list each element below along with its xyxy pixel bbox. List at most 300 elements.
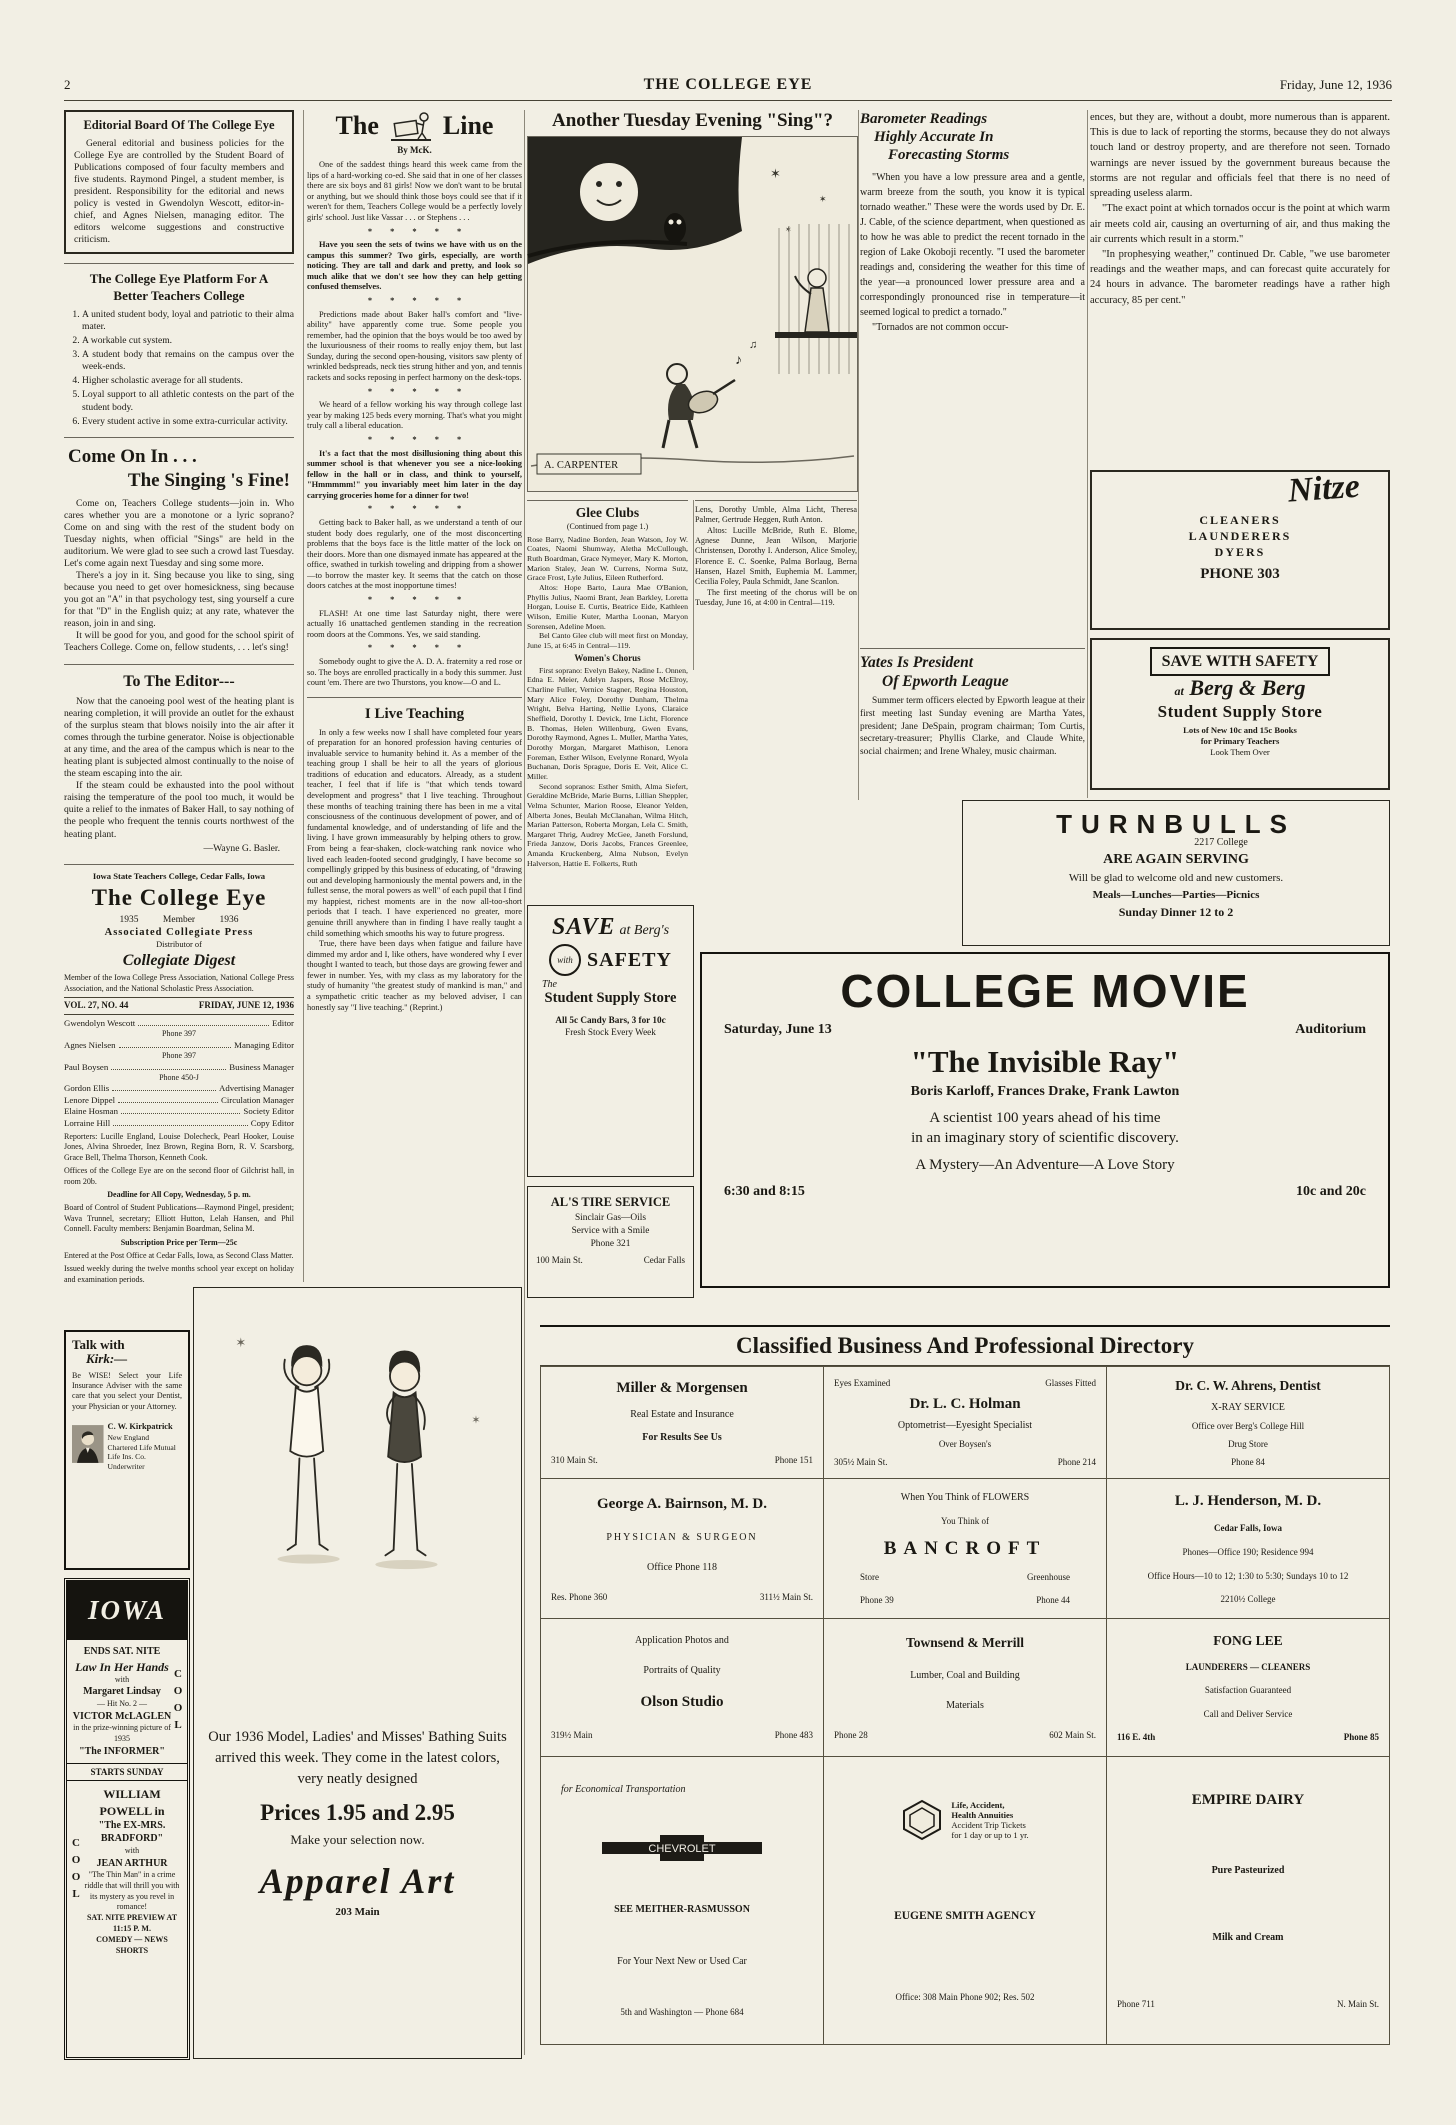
article-title xyxy=(64,271,294,304)
staff-phone: Phone 397 xyxy=(162,1029,196,1039)
dot-leader xyxy=(113,1119,248,1126)
issue-date: Friday, June 12, 1936 xyxy=(1279,77,1393,92)
business-name: Miller & Morgensen xyxy=(616,1380,748,1396)
sing-cartoon-illustration xyxy=(527,136,858,492)
names-paragraph: Lens, Dorothy Umble, Alma Licht, Theresa Palmer, Gertrude Heggen, Ruth Anton. xyxy=(695,505,857,525)
ad-line: DYERS xyxy=(1214,545,1266,560)
phone: Phone 28 xyxy=(834,1729,868,1740)
card-line: Glasses Fitted xyxy=(1045,1377,1096,1388)
star-separator: * * * * * xyxy=(367,226,462,236)
card-line: Portraits of Quality xyxy=(643,1664,721,1676)
right-column xyxy=(1090,110,1390,802)
emblem-safety: SAFETY xyxy=(587,948,672,971)
staff-name: Lenore Dippel xyxy=(64,1094,116,1105)
names-paragraph: Rose Barry, Nadine Borden, Jean Watson, Joy W. Coates, Naomi Shumway, Aletha McCullough, Ruth Boardman, Grace Nymeyer, Mary K. Morton, Marion Staley, Jean W. Currens, Norma Sutz, Grace Frost, Lyle Julius, Eileen Rutherford. xyxy=(527,534,688,583)
show-date: Saturday, June 13 xyxy=(724,1022,832,1037)
ad-word-the: The xyxy=(542,979,557,990)
business-name: L. J. Henderson, M. D. xyxy=(1174,1492,1322,1509)
ad-line: SAT. NITE PREVIEW AT 11:15 P. M. xyxy=(86,1913,178,1934)
paragraph: "Tornados are not common occur- xyxy=(872,322,1009,333)
star-separator: * * * * * xyxy=(367,504,462,514)
film-title: Law In Her Hands xyxy=(75,1659,169,1674)
byline: By McK. xyxy=(397,144,432,155)
star-separator: * * * * * xyxy=(367,643,462,653)
article-title xyxy=(527,500,688,532)
directory-card-chevrolet xyxy=(541,1757,824,2045)
staff-name: Gwendolyn Wescott xyxy=(64,1017,136,1028)
business-name: Dr. L. C. Holman xyxy=(909,1395,1021,1412)
price-line: Prices 1.95 and 2.95 xyxy=(260,1800,455,1826)
phone: Phone 151 xyxy=(774,1455,813,1465)
platform-title-line2: Better Teachers College xyxy=(113,287,245,303)
address: 116 E. 4th xyxy=(1117,1732,1156,1743)
page-number: 2 xyxy=(64,77,71,92)
paragraph: In only a few weeks now I shall have completed four years of preparation for an honored profession having centuries of invaluable service to humanity behind it. As a member of the teaching group I shall be heir to all the years of glorious traditions of education and educators. Already, as a student teacher, I feel that if life is "that which tends toward development and progress" that I live teaching. Throughout these months of teaching training there has been in me a vital consciousness of the continuous development of power, and of fundamental knowledge, and of understanding of life and the living. I have grown immeasurably by helping others to grow. From being a fear-shaken, clock-watching rank novice who lived each leaden-footed second grudgingly, I have become so compellingly gripped by this business of educating, of "drawing out and developing harmoniously the mental powers and, in the fullest sense, the moral powers as well" of each pupil that I find my happiest, richest moments are in the now all-too-short periods that I teach. I have experienced no greater, more genuine thrill anywhere than in finding I have really taught a child something which smooths his way to future progress. xyxy=(307,727,522,938)
card-line: Accident Trip Tickets xyxy=(951,1819,1026,1830)
paragraph: If the steam could be exhausted into the pool without raising the temperature of the pool too much, it would be quite a relief to the inmates of Baker Hall, to say nothing of the people who frequent the tennis courts northwest of the heating plant. xyxy=(64,780,294,840)
star-separator: * * * * * xyxy=(367,595,462,605)
ad-line: STARTS SUNDAY xyxy=(67,1764,187,1781)
business-name: George A. Bairnson, M. D. xyxy=(597,1495,767,1512)
directory-card-henderson xyxy=(1107,1479,1390,1619)
star-name: Margaret Lindsay xyxy=(83,1686,161,1698)
bergs-candy-ad xyxy=(527,905,694,1177)
business-name: TURNBULLS xyxy=(1056,809,1296,839)
coming-soon-block xyxy=(67,1781,187,1961)
collegiate-digest-logo: Collegiate Digest xyxy=(122,951,236,969)
svg-text:CHEVROLET: CHEVROLET xyxy=(648,1843,716,1856)
phone: Phone 39 xyxy=(860,1594,894,1605)
ad-line: LAUNDERERS xyxy=(1188,529,1292,544)
staff-row xyxy=(64,1118,294,1129)
editorial-board-article xyxy=(64,110,294,254)
staff-row xyxy=(64,1095,294,1106)
staff-role: Editor xyxy=(272,1017,294,1028)
directory-card-bairnson xyxy=(541,1479,824,1619)
card-line: X-RAY SERVICE xyxy=(1211,1402,1285,1413)
card-line: Pure Pasteurized xyxy=(1211,1865,1285,1876)
masthead-logo: The College Eye xyxy=(91,884,267,910)
platform-item: 1. A united student body, loyal and patriotic to their alma mater. xyxy=(82,309,294,333)
phone-line: Phone 321 xyxy=(590,1238,631,1249)
phone: Phone 711 xyxy=(1117,1999,1155,2009)
card-line: When You Think of FLOWERS xyxy=(900,1492,1030,1504)
names-paragraph: First soprano: Evelyn Bakey, Nadine L. Onnen, Edna E. Meier, Adelyn Jaspers, Rose McElroy, Charline Fuller, Vernice Stagner, Regina Houston, Mary Alice Foley, Dorothy Dunham, Thelma Wright, Belva Harting, Nellie Lyons, Claraice Sheffield, Dorothy I. Devick, Irne Licht, Florence B. Thomas, Helen Willenburg, Gwen Evans, Dorothy Raymond, Agnes L. Muller, Martha Yates, Dorothy Morgan, Margaret Mathison, Lenora Foreman, Esther Wilson, Evelynne Ronard, Wyola Buchanan, Doris Sprague, Doris E. Veit, Alice C. Miller. xyxy=(527,665,688,781)
title-line1: Yates Is President xyxy=(860,654,974,671)
line-title-line: Line xyxy=(442,111,494,140)
paragraph: The first meeting of the chorus will be on Tuesday, June 16, at 4:00 in Central—119. xyxy=(695,587,857,607)
paragraph: Have you seen the sets of twins we have with us on the campus this summer? Two girls, especially, are worth noticing. They are tall and dark and pretty, and look so much alike that we don't see how they can help getting confused themselves. xyxy=(307,240,522,292)
directory-title: Classified Business And Professional Directory xyxy=(540,1325,1390,1366)
ad-line: Chartered Life Mutual Life Ins. Co. xyxy=(107,1442,176,1462)
als-tire-ad xyxy=(527,1186,694,1298)
card-line: Greenhouse xyxy=(1027,1572,1070,1583)
ad-line: Sinclair Gas—Oils xyxy=(574,1212,647,1223)
address: 100 Main St. xyxy=(536,1254,583,1265)
card-line: for 1 day or up to 1 yr. xyxy=(951,1829,1029,1840)
staff-name: Gordon Ellis xyxy=(64,1083,110,1094)
feature-title: Another Tuesday Evening "Sing"? xyxy=(551,110,834,131)
staff-row xyxy=(64,1018,294,1029)
member-line: 1935 Member 1936 xyxy=(119,914,239,925)
ad-banner: SAVE WITH SAFETY xyxy=(1150,647,1331,676)
store-name: Apparel Art xyxy=(259,1861,456,1902)
barometer-article xyxy=(860,110,1085,646)
article-title-line1: Come On In . . . xyxy=(68,445,197,467)
paragraph: There's a joy in it. Sing because you like to sing, sing because you need to get over homesickness, sing because you got an "A" in that psychology test, sing yourself a cure for that "D" in the English quiz; at any rate, whatever the reason, join in and sing. xyxy=(64,570,294,630)
i-live-teaching-article xyxy=(307,697,522,1014)
card-line: Eyes Examined xyxy=(834,1377,891,1388)
star-name: JEAN ARTHUR xyxy=(96,1857,168,1869)
svg-text:♫: ♫ xyxy=(749,339,758,351)
card-line: Health Annuities xyxy=(951,1809,1014,1820)
ad-line: Meals—Lunches—Parties—Picnics xyxy=(1092,889,1260,901)
line-column-header xyxy=(307,110,522,143)
article-title: To The Editor--- xyxy=(123,672,235,690)
article-title xyxy=(860,654,1085,691)
address: Office: 308 Main Phone 902; Res. 502 xyxy=(895,1992,1035,2003)
ad-line: with xyxy=(114,1674,130,1684)
paragraph: Come on, Teachers College students—join in. Who cares whether you are a monotone or a lyric soprano? Come on and sing with the rest of the student body on Tuesday nights, when official "Sings" are held in the auditorium. We were glad to see such a crowd last Tuesday. Let's come again next Tuesday and sing some more. xyxy=(64,497,294,569)
business-name: Olson Studio xyxy=(640,1694,724,1711)
paragraph: We heard of a fellow working his way through college last year by making 125 beds every morning. That's what you might truly call a liberal education. xyxy=(307,400,522,431)
directory-card-fong-lee xyxy=(1107,1619,1390,1757)
ad-line: — Hit No. 2 — xyxy=(97,1698,147,1708)
card-line: Materials xyxy=(946,1699,984,1711)
card-line: Real Estate and Insurance xyxy=(630,1409,734,1420)
aetna-logo xyxy=(901,1799,943,1841)
paragraph: Predictions made about Baker hall's comfort and "live-ability" have apparently come true. Some people you remember, had the opinion that the boys would be too awed by the luxuriousness of their rooms to really enjoy them, but last Sunday, during the second open-housing, visitors saw plenty of wrinkled bedspreads, neck ties strung hither and yon, and tennis rackets and socks reposing in perfect harmony on the desk-tops. xyxy=(307,309,522,383)
emblem-at-bergs: at Berg's xyxy=(619,923,670,938)
svg-text:✶: ✶ xyxy=(235,1335,247,1350)
title-line1: Barometer Readings xyxy=(860,111,988,127)
paragraph: "When you have a low pressure area and a gentle, warm breeze from the south, you know it is typical tornado weather." These were the words used by Dr. E. J. Cable, of the science department, when questioned as to how he was able to predict the recent tornado in the region of Lake Okoboji recently. "I used the barometer readings and, considering the weather for this time of the year—a pronounced lower pressure area and a correspondingly pronounced rise in temperature—it seemed logical to predict a tornado." xyxy=(860,172,1085,318)
now-showing-block xyxy=(67,1640,187,1764)
volume-bar xyxy=(64,998,294,1015)
column-rule xyxy=(858,110,859,800)
paragraph: "In prophesying weather," continued Dr. Cable, "we use barometer readings and the weather maps, and can forecast quite accurately for 24 hours in advance. The barometer readings have a rather high accuracy, 85 per cent." xyxy=(1090,248,1390,306)
staff-row xyxy=(64,1083,294,1094)
bergs-save-emblem xyxy=(534,914,687,976)
column-rule xyxy=(524,110,525,2055)
ad-line: Make your selection now. xyxy=(290,1832,425,1848)
directory-card-eugene-smith xyxy=(824,1757,1107,2045)
address: 602 Main St. xyxy=(1049,1729,1096,1740)
star-separator: * * * * * xyxy=(367,296,462,306)
business-name: EUGENE SMITH AGENCY xyxy=(894,1910,1036,1923)
phone-line: PHONE 303 xyxy=(1200,565,1280,582)
ad-line: ARE AGAIN SERVING xyxy=(1103,852,1249,867)
article-body: Summer term officers elected by Epworth league at their first meeting last Sunday evening are Martha Yates, president; Jane DeSpain, program chairman; Tom Curtis, secretary-treasurer; Phyllis Clarke, and Claude White, social chairmen; and Irene Whaley, music chairman. xyxy=(860,696,1085,757)
barometer-continuation xyxy=(1090,110,1390,470)
phone: Phone 84 xyxy=(1231,1457,1265,1467)
header-rule xyxy=(64,100,1392,101)
platform-item: 5. Loyal support to all athletic contests on the part of the student body. xyxy=(82,389,294,413)
names-paragraph: Second sopranos: Esther Smith, Alma Siefert, Geraldine McBride, Marie Burns, Lillian Sheppler, Velma Schunter, Marion Roose, Eleanor Yelden, Alberta Jones, Beulah McClanahan, Wilma Hitch, Marian Patterson, Roberta Morgan, Lela C. Smith, Margaret Thrig, Audrey McGee, Janeth Forslund, Frieda Janzow, Doris Jacobs, Frances Greenlee, Amanda Kruckenberg, Alma Nubson, Evelyn Halverson, Hattie E. Folkerts, Ruth xyxy=(527,781,688,868)
badge-text: with xyxy=(557,955,573,965)
nitze-cleaners-ad xyxy=(1090,467,1390,630)
kirkpatrick-photo xyxy=(72,1416,104,1472)
business-name: BANCROFT xyxy=(883,1537,1047,1559)
nitze-logo: Nitze xyxy=(1286,467,1361,510)
issued-line: Issued weekly during the twelve months school year except on holiday and examination periods. xyxy=(64,1264,294,1284)
address: 305½ Main St. xyxy=(834,1457,888,1468)
masthead-block xyxy=(64,864,294,1285)
city: Cedar Falls xyxy=(643,1254,685,1265)
title-line3: Forecasting Storms xyxy=(888,147,1010,163)
ad-line: Service with a Smile xyxy=(571,1225,650,1236)
film-title: "The Invisible Ray" xyxy=(910,1044,1180,1079)
staff-name: Agnes Nielsen xyxy=(64,1039,116,1050)
platform-item: 2. A workable cut system. xyxy=(82,335,294,347)
yates-article xyxy=(860,648,1085,800)
article-title-line2: The Singing 's Fine! xyxy=(127,469,290,491)
berg-and-berg-ad xyxy=(1090,638,1390,790)
newspaper-title: THE COLLEGE EYE xyxy=(643,76,813,93)
platform-item: 4. Higher scholastic average for all students. xyxy=(82,375,294,387)
star-name: POWELL in xyxy=(99,1803,165,1818)
card-line: Call and Deliver Service xyxy=(1203,1708,1293,1719)
directory-card-townsend xyxy=(824,1619,1107,1757)
iowa-theatre-logo: IOWA xyxy=(67,1581,187,1640)
volume-number: VOL. 27, NO. 44 xyxy=(64,1000,129,1011)
card-line: Life, Accident, xyxy=(951,1799,1005,1810)
staff-name: Elaine Hosman xyxy=(64,1106,118,1117)
staff-role: Society Editor xyxy=(243,1106,294,1117)
article-body: General editorial and business policies for the College Eye are controlled by the Student Board of Publications composed of four faculty members and five students. Raymond Pingel, a student member, is president. Responsibility for the editorial and news policy is vested in Gwendolyn Wescott, editor-in-chief, and Agnes Nielsen, managing editor. The editors welcome suggestions and constructive criticism. xyxy=(74,137,284,246)
page-header xyxy=(64,76,1392,94)
film-title: "The EX-MRS. BRADFORD" xyxy=(98,1819,166,1845)
card-line: Office Hours—10 to 12; 1:30 to 5:30; Sundays 10 to 12 xyxy=(1147,1570,1349,1581)
svg-text:✶: ✶ xyxy=(819,194,827,204)
venue: Auditorium xyxy=(1295,1022,1366,1037)
emblem-save: SAVE xyxy=(551,914,616,940)
section-subtitle: Women's Chorus xyxy=(574,652,641,663)
come-on-in-article xyxy=(64,437,294,655)
business-name: AL'S TIRE SERVICE xyxy=(550,1195,671,1209)
entered-line: Entered at the Post Office at Cedar Falls, Iowa, as Second Class Matter. xyxy=(64,1250,294,1260)
college-movie-ad xyxy=(700,952,1390,1288)
paragraph: It's a fact that the most disillusioning thing about this summer school is that whenever you see a nice-looking fellow in the hall or in class, and think to yourself, "Hmmmmm!" you invariably meet him later in the day carrying groceries home for a dinner for two! xyxy=(307,448,522,500)
agent-name: C. W. Kirkpatrick xyxy=(107,1421,173,1431)
card-line: PHYSICIAN & SURGEON xyxy=(606,1531,758,1543)
phone: Res. Phone 360 xyxy=(551,1591,608,1602)
to-the-editor-article xyxy=(64,664,294,855)
store-name: Student Supply Store xyxy=(1157,702,1323,722)
college-line: Iowa State Teachers College, Cedar Falls, Iowa xyxy=(92,870,266,881)
bathing-suits-illustration xyxy=(208,1296,507,1716)
paragraph: ences, but they are, without a doubt, more numerous than is apparent. This is due to lack of reporting the storms, because they do not always touch land or destroy property, and are therefore not seen. Tornado warnings are never issued by the government bureaus because the storms are not regular and officials feel that there is no need of spreading useless alarm. xyxy=(1090,112,1390,200)
with-badge xyxy=(549,944,581,976)
staff-name: Paul Boysen xyxy=(64,1061,109,1072)
phone: Phones—Office 190; Residence 994 xyxy=(1182,1546,1314,1557)
star-separator: * * * * * xyxy=(367,434,462,444)
address: 310 Main St. xyxy=(551,1455,598,1465)
chevrolet-tagline: for Economical Transportation xyxy=(561,1784,686,1796)
ad-body: Our 1936 Model, Ladies' and Misses' Bathing Suits arrived this week. They come in the latest colors, very neatly designed xyxy=(208,1729,507,1788)
dot-leader xyxy=(112,1084,216,1091)
staff-role: Managing Editor xyxy=(234,1039,294,1050)
reporters-line: Reporters: Lucille England, Louise Dolecheck, Pearl Hooker, Louise Jones, Alvina Shroeder, Inez Brown, Regina Born, R. V. Scarsborg, Grace Bell, Thelma Thorson, Kenneth Cook. xyxy=(64,1132,294,1162)
title-line2: Of Epworth League xyxy=(882,672,1009,690)
cartoon-signature: A. CARPENTER xyxy=(544,460,619,471)
card-line: Over Boysen's xyxy=(938,1439,992,1450)
phone: Phone 214 xyxy=(1057,1457,1096,1468)
paragraph: True, there have been days when fatigue and failure have dimmed my ardor and I, like others, have wondered why I ever thought I wanted to teach, but those days are growing fewer and fewer in number. Yes, with my class as my laboratory for the study of humanity "the greatest study of mankind is man," and a sympathetic critic teacher as my beloved adviser, I can honestly say "I live teaching." (Reprint.) xyxy=(307,939,522,1012)
staff-row xyxy=(64,1062,294,1073)
names-paragraph: Altos: Lucille McBride, Ruth E. Blome, Agnese Dunne, Jean Wilson, Marjorie Christensen, Dorothy I. Anderson, Alice Smoley, Florence E. C. Soenke, Palma Borlaug, Berna Hansen, Hazel Smith, Euphemia M. Lammer, Cecilia Foley, Paula Schmidt, Jane Scanlon. xyxy=(695,525,857,587)
platform-list xyxy=(82,309,294,428)
directory-card-ahrens xyxy=(1107,1367,1390,1479)
ad-line: ENDS SAT. NITE xyxy=(83,1646,161,1657)
platform-article xyxy=(64,263,294,427)
staff-phone: Phone 450-J xyxy=(159,1073,199,1082)
apparel-art-ad xyxy=(193,1287,522,2059)
blurb-line: in an imaginary story of scientific discovery. xyxy=(911,1130,1179,1147)
classified-directory xyxy=(540,1325,1390,2058)
card-line: You Think of xyxy=(941,1515,989,1526)
phone: Phone 44 xyxy=(1036,1594,1070,1605)
business-name: Dr. C. W. Ahrens, Dentist xyxy=(1175,1378,1321,1393)
staff-role: Copy Editor xyxy=(250,1117,294,1128)
issue-date-bar: FRIDAY, JUNE 12, 1936 xyxy=(198,1000,294,1011)
directory-card-holman xyxy=(824,1367,1107,1479)
paragraph: Somebody ought to give the A. D. A. fraternity a red rose or so. The boys are enrolled practically in a body this summer. Just count 'em. There are two Thurstons, you know—O and L. xyxy=(307,656,522,688)
paragraph: Getting back to Baker hall, as we understand a tenth of our student body does regularly, one of the most disconcerting problems that the boys face is the little matter of the lock on their doors. More than one dismayed inmate has appeared at the office, swathed in turkish toweling and dripping from a shower—to borrow the master key. It seems that the catch on those doors catches at the most inopportune times! xyxy=(307,518,522,591)
article-title xyxy=(860,110,1085,164)
ad-line: in the prize-winning picture of 1935 xyxy=(73,1723,171,1744)
kirkpatrick-insurance-ad xyxy=(64,1330,190,1570)
glee-title: Glee Clubs xyxy=(575,505,640,520)
ad-line: "The Thin Man" in a crime riddle that will thrill you with its mystery as you revel in romance! xyxy=(84,1870,180,1912)
signature: —Wayne G. Basler. xyxy=(203,842,280,854)
ad-line: COMEDY — NEWS SHORTS xyxy=(96,1934,168,1955)
card-line: LAUNDERERS — CLEANERS xyxy=(1185,1662,1311,1673)
paragraph: It will be good for you, and good for the school spirit of Teachers College. Come on, fellow students, . . . let's sing! xyxy=(64,630,294,654)
ad-title: COLLEGE MOVIE xyxy=(840,965,1250,1017)
glee-clubs-article xyxy=(527,500,692,903)
subscription-line: Subscription Price per Term—25c xyxy=(120,1237,238,1247)
ad-word-at: at xyxy=(1174,684,1184,699)
business-name: FONG LEE xyxy=(1213,1632,1283,1648)
ad-line: Fresh Stock Every Week xyxy=(565,1027,656,1037)
line-column xyxy=(307,110,522,1282)
distributor-line: Distributor of xyxy=(156,939,202,949)
directory-card-empire-dairy xyxy=(1107,1757,1390,2045)
star-name: WILLIAM xyxy=(103,1787,161,1802)
staff-row xyxy=(64,1106,294,1117)
card-line: Optometrist—Eyesight Specialist xyxy=(897,1420,1033,1432)
svg-text:♪: ♪ xyxy=(735,353,742,368)
paragraph: "The exact point at which tornados occur is the point at which warm air meets cold air, causing an overturning of air, and thus making the air currents which result in a storm." xyxy=(1090,203,1390,245)
staff-row xyxy=(64,1040,294,1051)
address: 5th and Washington — Phone 684 xyxy=(620,2006,744,2017)
address: 319½ Main xyxy=(551,1729,593,1740)
names-paragraph: Altos: Hope Barto, Laura Mae O'Banion, Phyllis Julius, Naomi Brant, Jean Barkley, Loretta Horgan, Louise E. Curtis, Beatrice Eide, Kathleen Wilson, Emilie Kuter, Martha Loonan, Maryon Sorensen, Adeline Moen. xyxy=(527,582,688,631)
deadline-line: Deadline for All Copy, Wednesday, 5 p. m. xyxy=(107,1190,251,1200)
show-times: 6:30 and 8:15 xyxy=(724,1183,805,1199)
sing-feature xyxy=(527,110,858,497)
ticket-prices: 10c and 20c xyxy=(1296,1183,1366,1199)
ad-line: Underwriter xyxy=(107,1462,145,1472)
ad-line: for Primary Teachers xyxy=(1200,736,1280,747)
card-line: SEE MEITHER-RASMUSSON xyxy=(614,1904,750,1916)
directory-card-miller-morgensen xyxy=(541,1367,824,1479)
paragraph: Now that the canoeing pool west of the heating plant is nearing completion, it will provide an outlet for the exhaust of the surplus steam that blows noisily into the air after it comes through the turbine generator. Noise is objectionable at any time, and the area of the campus which is near to the heating plant is subjected almost continually to the noise of the steam escaping into the air. xyxy=(64,695,294,780)
ad-line: with xyxy=(124,1845,140,1855)
address: 2210½ College xyxy=(1220,1594,1276,1605)
staff-role: Advertising Manager xyxy=(219,1083,294,1094)
star-separator: * * * * * xyxy=(367,386,462,396)
board-of-control-line: Board of Control of Student Publications—Raymond Pingel, president; Wava Trunnel, secretary; Elliott Hutton, Lelah Hansen, and Phil Connell. Faculty members: Benjamin Boardman, Selina M. xyxy=(64,1203,294,1234)
paragraph: Bel Canto Glee club will meet first on Monday, June 15, at 6:45 in Central—119. xyxy=(527,631,688,650)
dot-leader xyxy=(138,1019,269,1026)
card-line: For Results See Us xyxy=(642,1432,722,1443)
article-title: I Live Teaching xyxy=(364,705,465,722)
ad-line: CLEANERS xyxy=(1199,513,1281,527)
platform-item: 6. Every student active in some extra-curricular activity. xyxy=(82,416,294,428)
card-line: Milk and Cream xyxy=(1212,1932,1284,1943)
blurb-line: A Mystery—An Adventure—A Love Story xyxy=(915,1156,1175,1173)
line-column-icon xyxy=(387,110,435,142)
title-line2: Highly Accurate In xyxy=(874,129,994,145)
offices-line: Offices of the College Eye are on the second floor of Gilchrist hall, in room 20b. xyxy=(64,1166,294,1186)
blurb-line: A scientist 100 years ahead of his time xyxy=(929,1110,1161,1126)
continued-note: (Continued from page 1.) xyxy=(566,521,649,531)
card-line: Application Photos and xyxy=(635,1635,729,1647)
svg-text:✶: ✶ xyxy=(770,166,781,181)
column-rule xyxy=(1087,110,1088,798)
ad-line: All 5c Candy Bars, 3 for 10c xyxy=(555,1015,666,1025)
acp-line: Associated Collegiate Press xyxy=(104,927,254,939)
svg-text:✶: ✶ xyxy=(785,225,792,234)
ad-line: Look Them Over xyxy=(1210,747,1270,758)
business-name: EMPIRE DAIRY xyxy=(1191,1792,1305,1808)
platform-item: 3. A student body that remains on the campus over the week-ends. xyxy=(82,349,294,373)
agent-region: New England xyxy=(107,1432,150,1442)
card-line: Satisfaction Guaranteed xyxy=(1204,1685,1292,1696)
dot-leader xyxy=(119,1041,232,1048)
phone: Office Phone 118 xyxy=(647,1561,717,1573)
address: 2217 College xyxy=(1194,837,1248,848)
dot-leader xyxy=(121,1107,240,1114)
card-line: Office over Berg's College Hill xyxy=(1191,1421,1305,1431)
svg-text:✶: ✶ xyxy=(471,1414,481,1427)
paragraph: FLASH! At one time last Saturday night, there were actually 16 unattached gentlemen standing in the recreation room doors at the Commons. Yes, we said standing. xyxy=(307,608,522,639)
phone: Phone 85 xyxy=(1343,1732,1379,1743)
card-line: Store xyxy=(860,1572,879,1583)
card-line: Lumber, Coal and Building xyxy=(910,1670,1020,1682)
membership-note: Member of the Iowa College Press Association, National College Press Association, and the National Scholastic Press Association. xyxy=(64,973,294,998)
phone: Phone 483 xyxy=(774,1729,813,1740)
directory-card-bancroft xyxy=(824,1479,1107,1619)
staff-role: Business Manager xyxy=(229,1061,294,1072)
address: 311½ Main St. xyxy=(759,1591,813,1602)
card-line: Cedar Falls, Iowa xyxy=(1213,1523,1283,1534)
staff-phone: Phone 397 xyxy=(162,1051,196,1061)
ad-line: Sunday Dinner 12 to 2 xyxy=(1118,905,1234,919)
line-title-the: The xyxy=(335,111,379,140)
staff-role: Circulation Manager xyxy=(220,1094,294,1105)
ad-title-line1: Talk with xyxy=(72,1337,125,1352)
film-title: "The INFORMER" xyxy=(79,1745,165,1757)
staff-name: Lorraine Hill xyxy=(64,1117,111,1128)
directory-card-olson xyxy=(541,1619,824,1757)
ad-body: Be WISE! Select your Life Insurance Adviser with the same care that you select your Dentist, your Physician or your Attorney. xyxy=(72,1370,182,1411)
store-name: Student Supply Store xyxy=(544,990,677,1006)
ad-title-line2: Kirk:— xyxy=(86,1351,128,1367)
dot-leader xyxy=(111,1063,226,1070)
